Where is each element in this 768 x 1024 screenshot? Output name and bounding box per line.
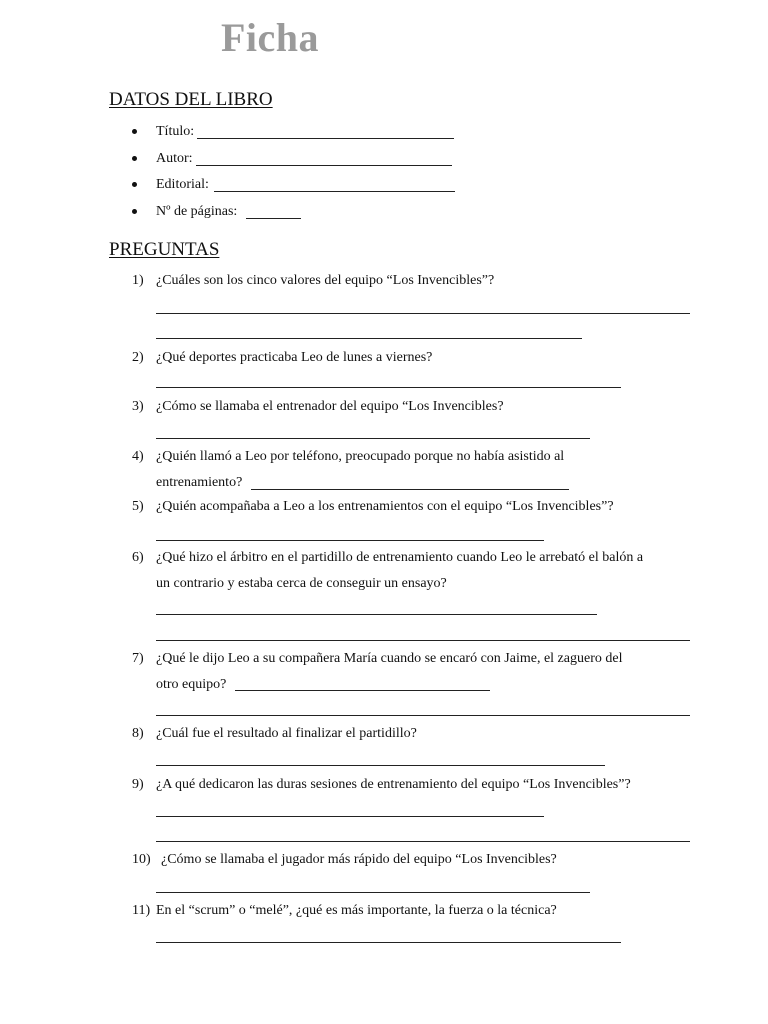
answer-line: [156, 387, 621, 388]
question-text-line2: entrenamiento?: [156, 475, 243, 490]
question-text-line2: un contrario y estaba cerca de conseguir un ensayo?: [156, 576, 447, 591]
question-number: 8): [132, 726, 144, 741]
answer-line: [156, 715, 690, 716]
question-text-line1: ¿Qué le dijo Leo a su compañera María cuando se encaró con Jaime, el zaguero del: [156, 651, 623, 666]
answer-line: [196, 165, 452, 166]
question-number: 3): [132, 399, 144, 414]
question-text: ¿Qué deportes practicaba Leo de lunes a viernes?: [156, 350, 433, 365]
answer-line: [156, 614, 597, 615]
bullet-icon: [132, 156, 137, 161]
question-number: 7): [132, 651, 144, 666]
question-text: En el “scrum” o “melé”, ¿qué es más importante, la fuerza o la técnica?: [156, 903, 557, 918]
page-title: Ficha: [221, 15, 320, 60]
answer-line: [214, 191, 455, 192]
answer-line: [156, 841, 690, 842]
answer-line: [197, 138, 454, 139]
field-label: Título:: [156, 124, 195, 139]
question-text: ¿Cuál fue el resultado al finalizar el partidillo?: [156, 726, 417, 741]
answer-line: [156, 892, 590, 893]
question-number: 10): [132, 852, 151, 867]
answer-line: [156, 765, 605, 766]
book-data-heading: DATOS DEL LIBRO: [109, 89, 273, 110]
question-number: 1): [132, 273, 144, 288]
bullet-icon: [132, 182, 137, 187]
question-text: ¿A qué dedicaron las duras sesiones de entrenamiento del equipo “Los Invencibles”?: [156, 777, 631, 792]
questions-heading: PREGUNTAS: [109, 239, 220, 260]
answer-line: [156, 338, 582, 339]
answer-line: [156, 640, 690, 641]
bullet-icon: [132, 129, 137, 134]
question-text-line1: ¿Quién llamó a Leo por teléfono, preocupado porque no había asistido al: [156, 449, 565, 464]
question-text: ¿Cómo se llamaba el jugador más rápido del equipo “Los Invencibles?: [161, 852, 557, 867]
field-label: Nº de páginas:: [156, 204, 238, 219]
question-text-line2: otro equipo?: [156, 677, 227, 692]
answer-line: [156, 540, 544, 541]
answer-line: [246, 218, 301, 219]
answer-line: [251, 489, 569, 490]
question-text: ¿Cómo se llamaba el entrenador del equipo “Los Invencibles?: [156, 399, 504, 414]
question-text: ¿Cuáles son los cinco valores del equipo “Los Invencibles”?: [156, 273, 495, 288]
answer-line: [156, 313, 690, 314]
answer-line: [156, 942, 621, 943]
answer-line: [235, 690, 490, 691]
question-number: 4): [132, 449, 144, 464]
question-text-line1: ¿Qué hizo el árbitro en el partidillo de entrenamiento cuando Leo le arrebató el balón a: [156, 550, 644, 565]
answer-line: [156, 438, 590, 439]
question-number: 5): [132, 499, 144, 514]
question-number: 9): [132, 777, 144, 792]
question-number: 11): [132, 903, 151, 918]
answer-line: [156, 816, 544, 817]
question-number: 2): [132, 350, 144, 365]
field-label: Autor:: [156, 151, 193, 166]
bullet-icon: [132, 209, 137, 214]
field-label: Editorial:: [156, 177, 209, 192]
question-text: ¿Quién acompañaba a Leo a los entrenamientos con el equipo “Los Invencibles”?: [156, 499, 614, 514]
question-number: 6): [132, 550, 144, 565]
